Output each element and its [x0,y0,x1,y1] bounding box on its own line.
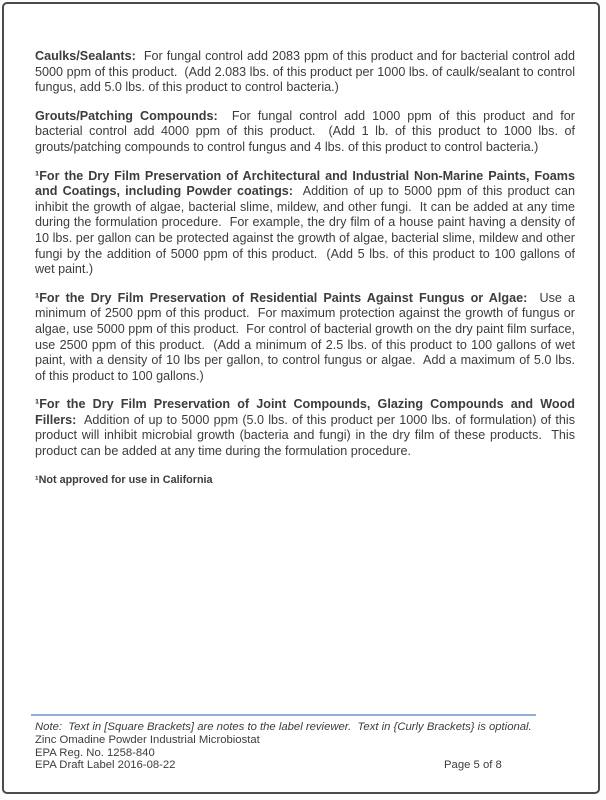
paragraph-dry-film-joint-compounds [35,397,579,459]
footer-note: Note: Text in [Square Brackets] are notes to the label reviewer. Text in {Curly Brackets} is optional. [35,721,532,733]
paragraph-dry-film-architectural [35,168,579,278]
footer-divider [31,714,536,716]
page-footer [35,714,575,772]
paragraph-text: Use a minimum of 2500 ppm of this product. For maximum protection against the growth of fungus or algae, use 5000 ppm of this product. For control of bacterial growth on the dry paint film surface, use 2500 ppm of this product. (Add a minimum of 2.5 lbs. of this product to 100 gallons of wet paint, with a density of 10 lbs per gallon, to control fungus or algae. Add a maximum of 5.0 lbs. of this product to 100 gallons.) [35,290,579,383]
footer-page-number: Page 5 of 8 [444,759,502,772]
paragraph-text: For fungal control add 1000 ppm of this product and for bacterial control add 4000 ppm of this product. (Add 1 lb. of this product to 1000 lbs. of grouts/patching compounds to control fungus and 4 lbs. of this product to control bacteria.) [35,108,579,154]
paragraph-text: Addition of up to 5000 ppm of this product can inhibit the growth of algae, bacterial slime, mildew, and other fungi. It can be added at any time during the formulation procedure. For example, the dry film of a house paint having a density of 10 lbs. per gallon can be protected against the growth of algae, bacterial slime, mildew and other fungi by the addition of 5000 ppm of this product. (Add 5 lbs. of this product to 100 gallons of wet paint.) [35,184,579,277]
paragraph-text: For fungal control add 2083 ppm of this product and for bacterial control add 5000 ppm of this product. (Add 2.083 lbs. of this product per 1000 lbs. of caulk/sealant to control fungus, add 5.0 lbs. of this product to control bacteria.) [35,49,579,95]
paragraph-heading: Caulks/Sealants: [35,49,136,63]
paragraph-text: Addition of up to 5000 ppm (5.0 lbs. of this product per 1000 lbs. of formulation) of this product will inhibit microbial growth (bacteria and fungi) in the dry film of these products. This product can be added at any time during the formulation procedure. [35,412,579,459]
paragraph-heading: ¹For the Dry Film Preservation of Architectural and Industrial Non-Marine Paints, Foams and Coatings, including Powder coatings: [35,168,579,199]
document-page [2,2,600,794]
paragraph-heading: ¹For the Dry Film Preservation of Residential Paints Against Fungus or Algae: [35,290,528,305]
footer-product-name: Zinc Omadine Powder Industrial Microbiostat [35,733,260,746]
footer-epa-reg-no: EPA Reg. No. 1258-840 [35,746,155,759]
paragraph-heading: ¹For the Dry Film Preservation of Joint Compounds, Glazing Compounds and Wood Fillers: [35,397,579,427]
paragraph-grouts-patching [35,108,579,156]
document-body [35,49,579,488]
footnote-california: ¹Not approved for use in California [35,473,213,486]
paragraph-caulks-sealants [35,49,579,96]
paragraph-heading: Grouts/Patching Compounds: [35,108,218,123]
paragraph-dry-film-residential [35,290,579,385]
footer-last-row [35,759,575,772]
footer-draft-label: EPA Draft Label 2016-08-22 [35,759,176,772]
